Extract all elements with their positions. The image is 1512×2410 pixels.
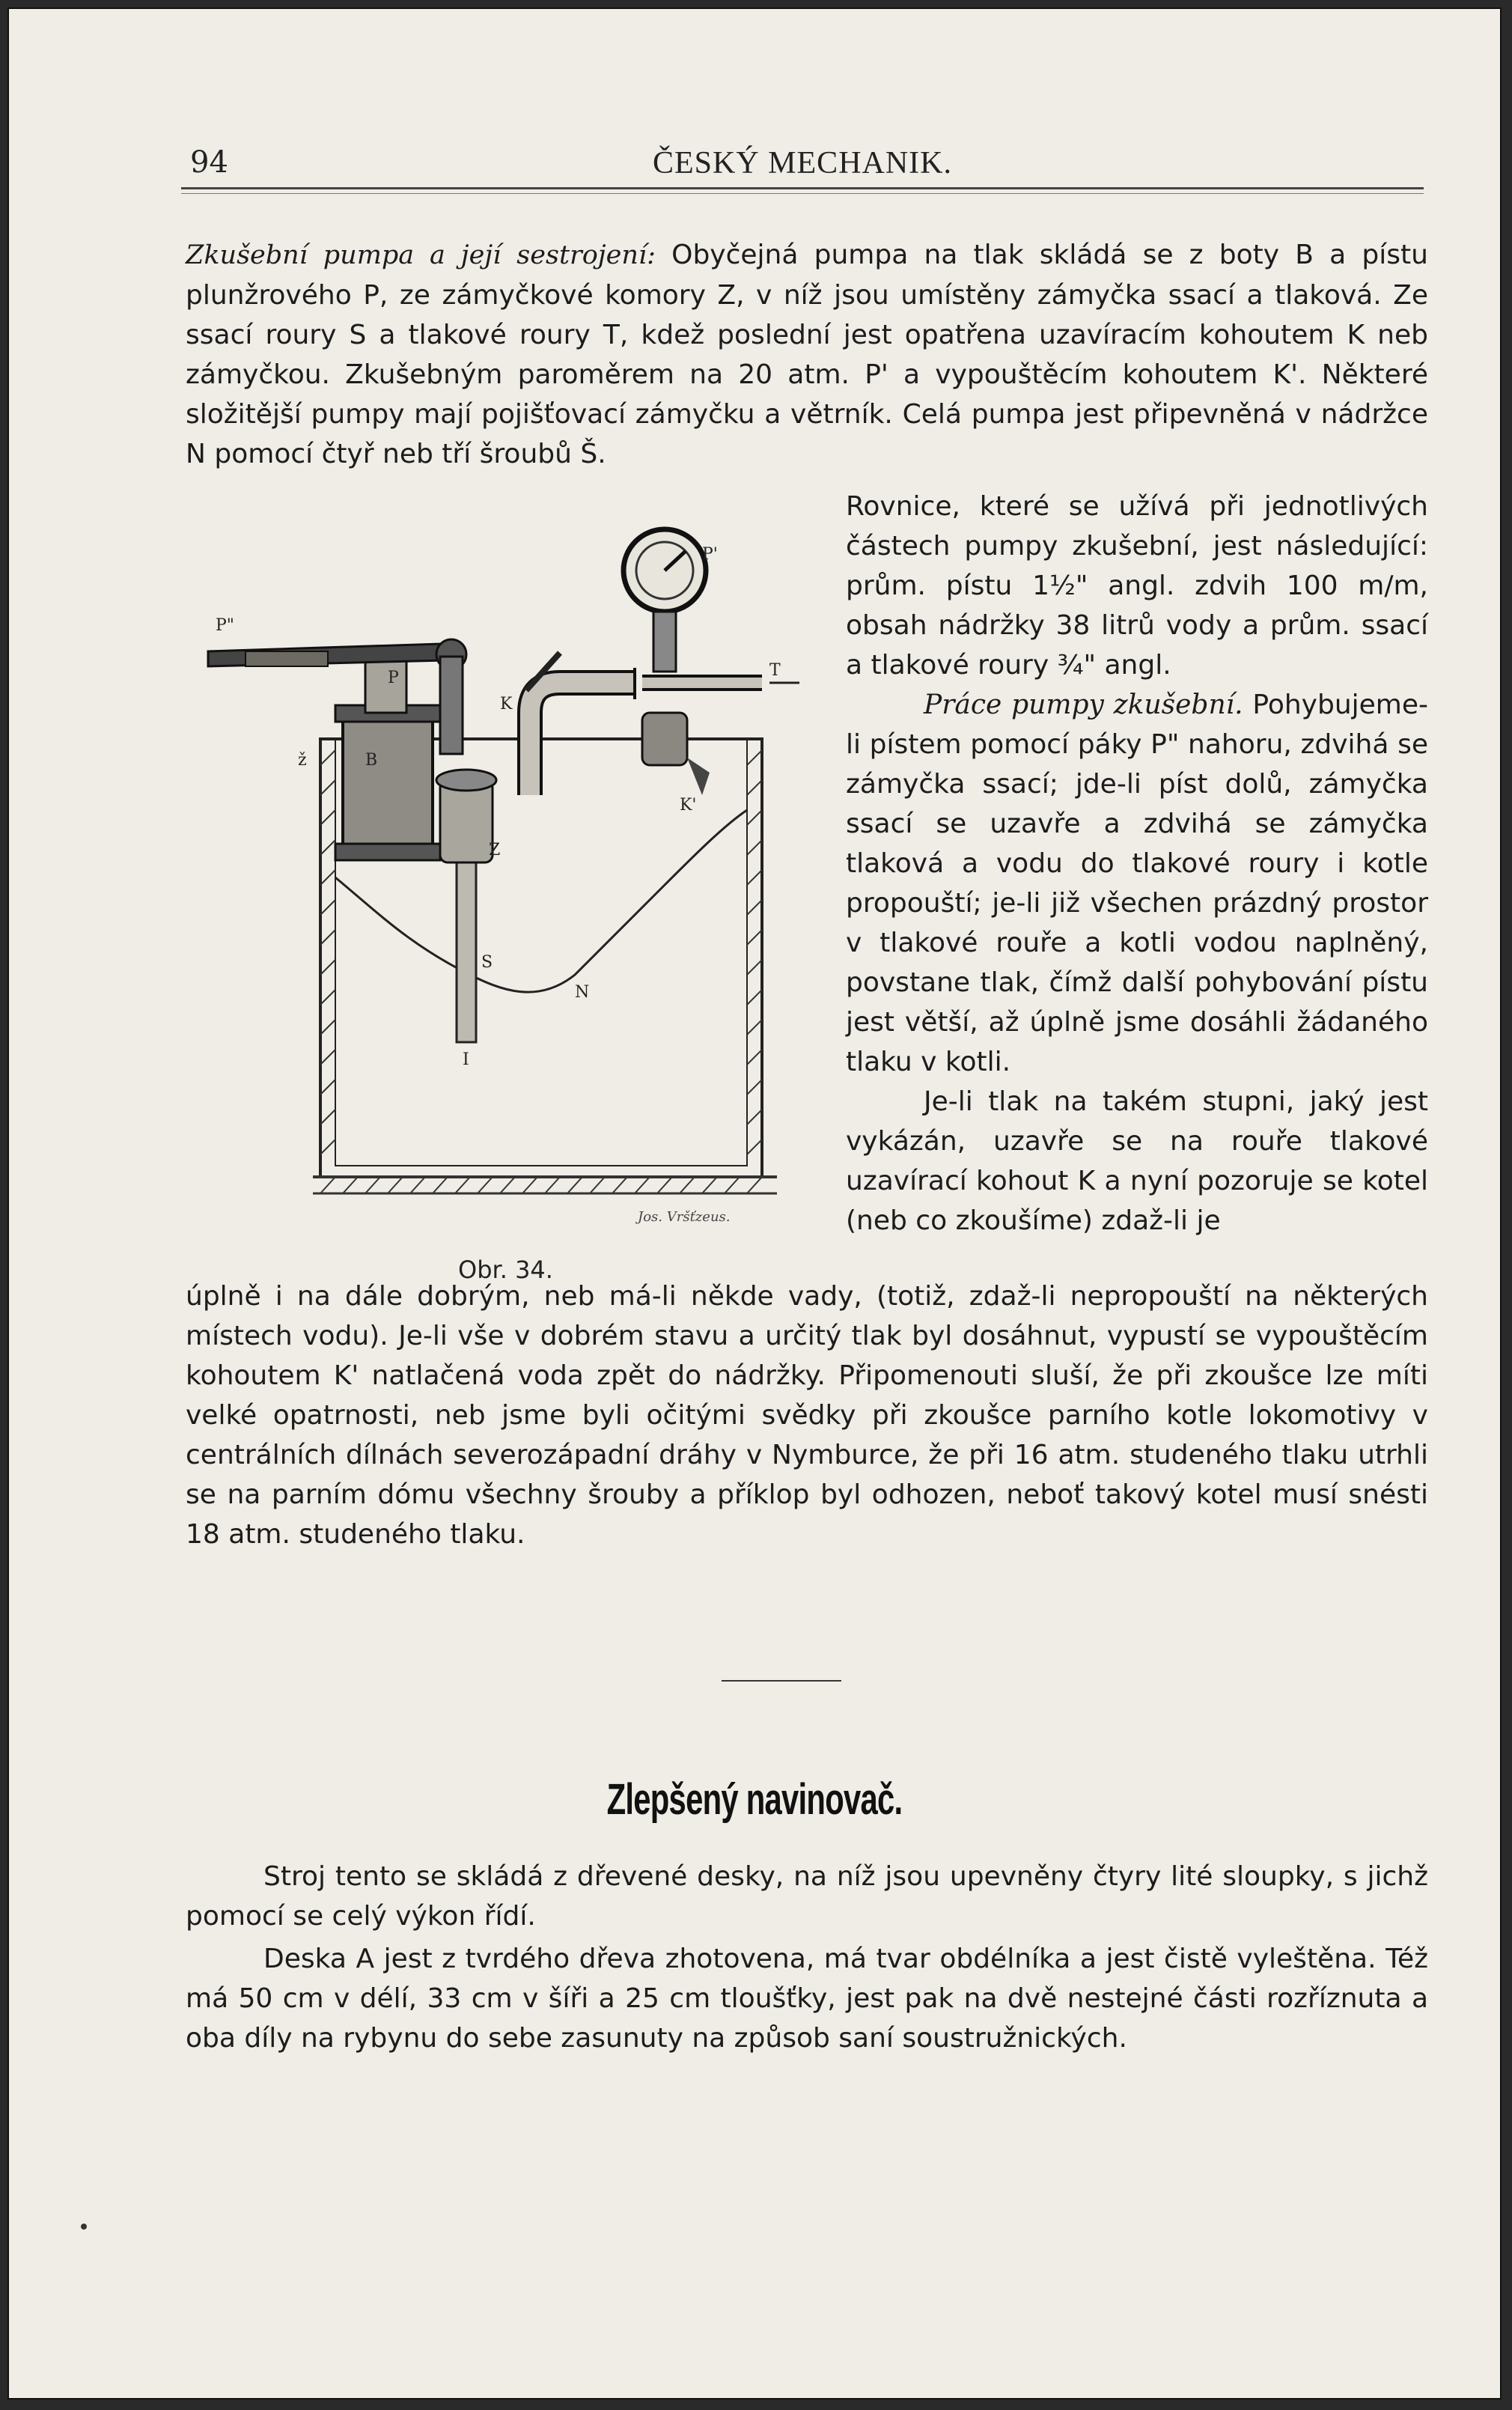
running-title: ČESKÝ MECHANIK. — [652, 146, 952, 180]
section-paragraph-1: Stroj tento se skládá z dřevené desky, na níž jsou upevněny čtyry lité sloupky, s jichž pomocí se celý výkon řídí. — [186, 1861, 1428, 1932]
valve-chamber — [440, 780, 493, 862]
label-b: B — [365, 751, 378, 770]
label-n: N — [575, 983, 590, 1002]
side-paragraph-2 — [846, 685, 1428, 1082]
margin-dot — [81, 2224, 87, 2230]
label-i: I — [463, 1050, 469, 1069]
intro-paragraph — [186, 235, 1428, 474]
tank-base — [313, 1177, 777, 1193]
side-paragraph-2-text: Pohybujeme-li pístem pomocí páky P" nahoru, zdvihá se zámyčka ssací; jde-li píst dolů, zámyčka ssací se uzavře a zdvihá se zámyčka tlaková a vodu do tlakové roury i kotle propouští; je-li již všechen prázdný prostor v tlakové rouře a kotli vodou naplněný, povstane tlak, čímž další pohybování pístu jest větší, až úplně jsme dosáhli žádaného tlaku v kotli. — [846, 690, 1428, 1077]
drain-cock — [642, 713, 687, 765]
label-k: K — [500, 695, 513, 713]
label-z: Z — [489, 841, 501, 859]
header-rule — [181, 187, 1424, 189]
section-divider — [722, 1680, 841, 1682]
pump-illustration — [186, 526, 814, 1229]
engraver-signature: Jos. Vršťzeus. — [638, 1209, 731, 1225]
label-p-double: P" — [216, 616, 234, 635]
page-header — [181, 138, 1424, 183]
page — [7, 7, 1502, 2400]
section-title: Zlepšený navinovač. — [606, 1775, 903, 1824]
figure-test-pump — [186, 526, 814, 1229]
side-paragraph-3: Je-li tlak na takém stupni, jaký jest vykázán, uzavře se na rouře tlakové uzavírací kohout K a nyní pozoruje se kotel (neb co zkoušíme) zdaž-li je — [846, 1086, 1428, 1236]
pump-body — [343, 709, 433, 859]
figure-caption: Obr. 34. — [458, 1256, 553, 1284]
label-p-prime: P' — [702, 545, 718, 564]
continuation-text: úplně i na dále dobrým, neb má-li někde vady, (totiž, zdaž-li nepropouští na některých místech vodu). Je-li vše v dobrém stavu a určitý tlak byl dosáhnut, vypustí se vypouštěcím kohoutem K' natlačená voda zpět do nádržky. Připomenouti sluší, že při zkoušce lze míti velké opatrnosti, neb jsme byli očitými svědky při zkoušce parního kotle lokomotivy v centrálních dílnách severozápadní dráhy v Nymburce, že při 16 atm. studeného tlaku utrhli se na parním dómu všechny šrouby a příklop byl odhozen, neboť takový kotel musí snésti 18 atm. studeného tlaku. — [186, 1281, 1428, 1550]
label-z-hook: ž — [298, 751, 307, 770]
side-paragraph-1: Rovnice, které se užívá při jednotlivých částech pumpy zkušební, jest následující: prům. pístu 1½" angl. zdvih 100 m/m, obsah nádržky 38 litrů vody a prům. ssací a tlakové roury ¾" angl. — [846, 491, 1428, 681]
label-t: T — [769, 661, 781, 680]
suction-pipe — [457, 840, 476, 1042]
intro-text: Obyčejná pumpa na tlak skládá se z boty B a pístu plunžrového P, ze zámyčkové komory Z, v níž jsou umístěny zámyčka ssací a tlaková. Ze ssací roury S a tlakové roury T, kdež poslední jest opatřena uzavíracím kohoutem K neb zámyčkou. Zkušebným paroměrem na 20 atm. P' a vypouštěcím kohoutem K'. Některé složitější pumpy mají pojišťovací zámyčku a větrník. Celá pumpa jest připevněná v nádržce N pomocí čtyř neb tří šroubů Š. — [186, 240, 1428, 469]
section-body — [186, 1857, 1428, 2058]
side-paragraph-2-lead: Práce pumpy zkušební. — [924, 690, 1243, 720]
section-paragraph-2: Deska A jest z tvrdého dřeva zhotovena, má tvar obdélníka a jest čistě vyleštěna. Též má 50 cm v délí, 33 cm v šíři a 25 cm tloušťky, jest pak na dvě nestejné části rozříznuta a oba díly na rybynu do sebe zasunuty na způsob saní soustružnických. — [186, 1944, 1428, 2054]
label-k-prime: K' — [680, 796, 697, 815]
page-number: 94 — [190, 145, 228, 180]
header-rule-thin — [181, 193, 1424, 194]
label-p: P — [388, 669, 399, 687]
label-s: S — [481, 953, 493, 972]
intro-lead: Zkušební pumpa a její sestrojení: — [186, 240, 656, 270]
side-column — [846, 487, 1428, 1241]
continuation-paragraph — [186, 1276, 1428, 1554]
